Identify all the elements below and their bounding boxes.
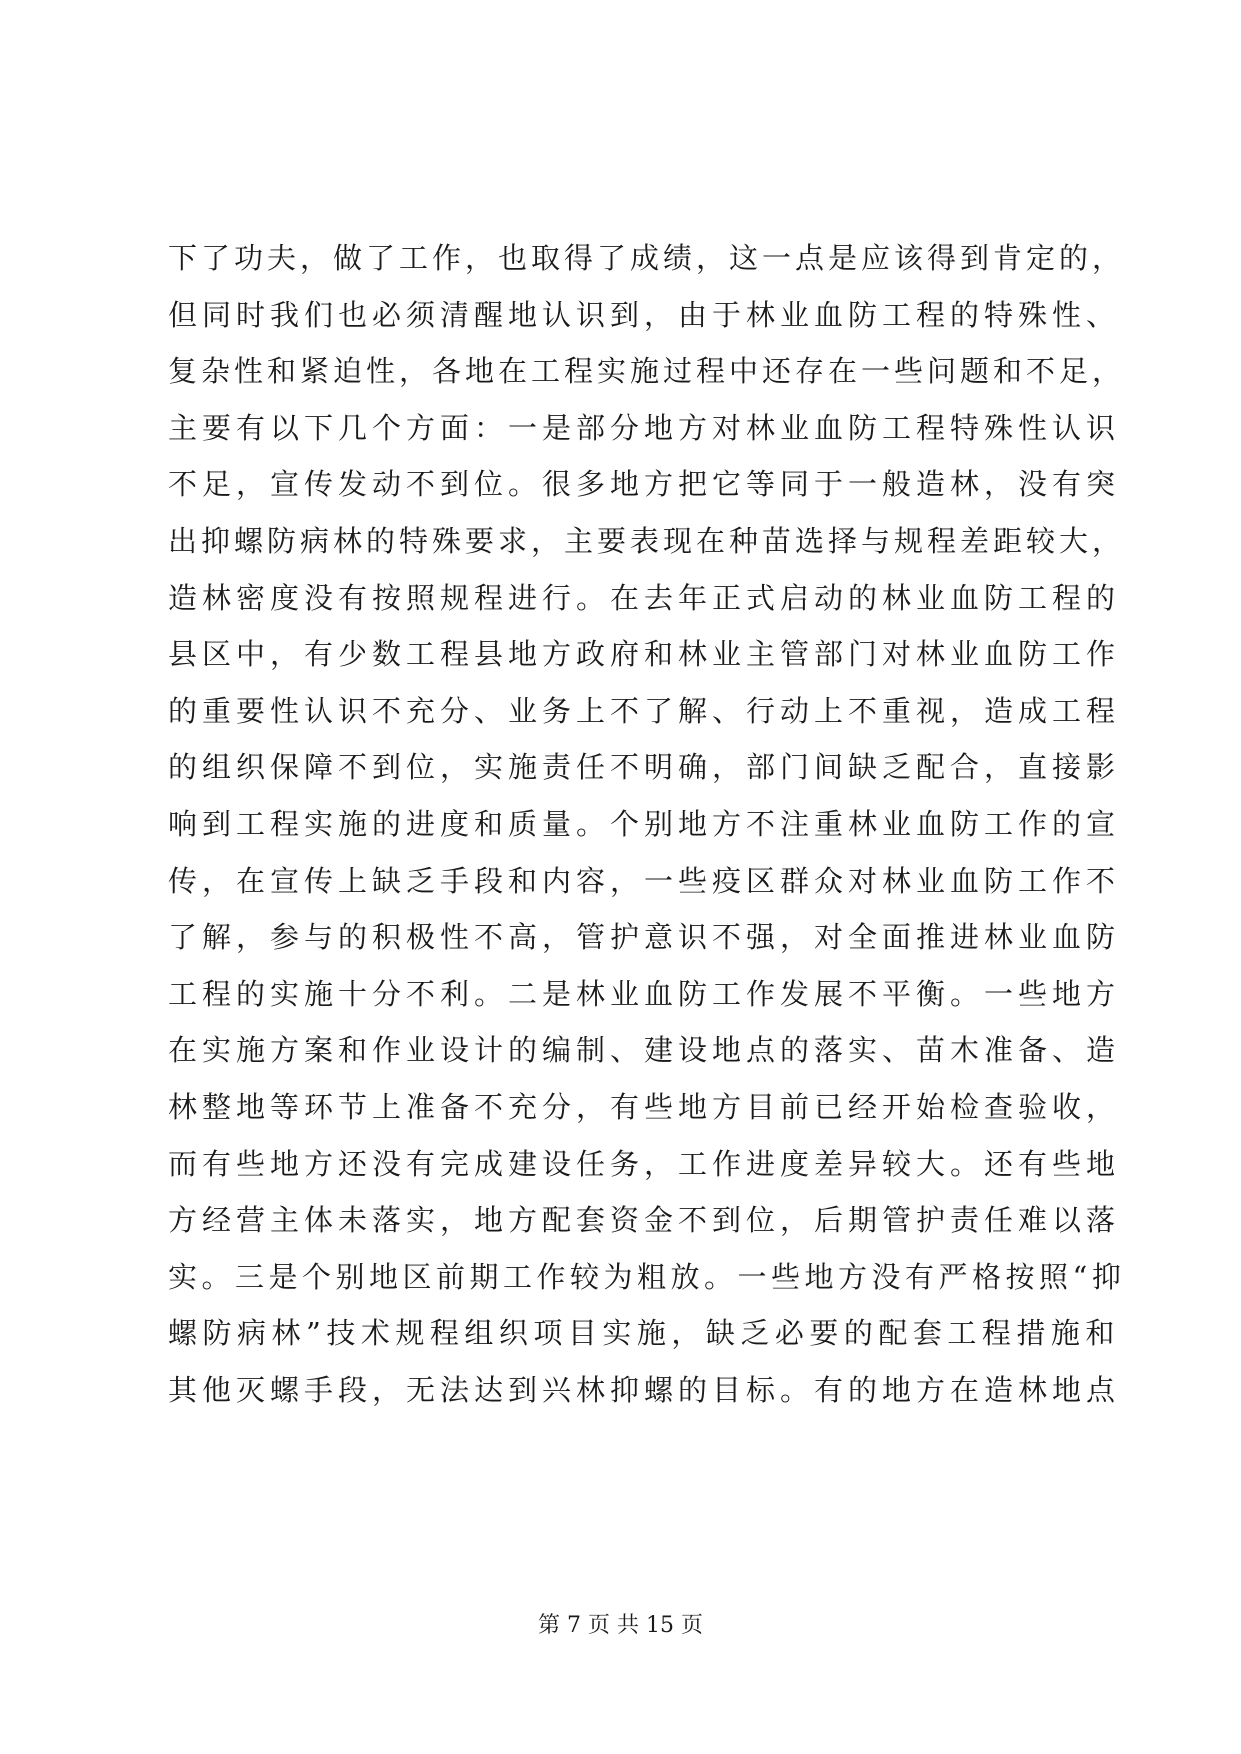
text-line: 但同时我们也必须清醒地认识到，由于林业血防工程的特殊性、 bbox=[168, 297, 1121, 332]
text-line: 在实施方案和作业设计的编制、建设地点的落实、苗木准备、造 bbox=[168, 1033, 1121, 1068]
text-line: 复杂性和紧迫性，各地在工程实施过程中还存在一些问题和不足， bbox=[168, 354, 1126, 389]
text-line: 而有些地方还没有完成建设任务，工作进度差异较大。还有些地 bbox=[168, 1146, 1121, 1181]
text-line: 主要有以下几个方面：一是部分地方对林业血防工程特殊性认识 bbox=[168, 410, 1121, 445]
text-line: 的组织保障不到位，实施责任不明确，部门间缺乏配合，直接影 bbox=[168, 750, 1121, 785]
text-line: 螺防病林”技术规程组织项目实施，缺乏必要的配套工程措施和 bbox=[168, 1316, 1120, 1351]
text-line: 其他灭螺手段，无法达到兴林抑螺的目标。有的地方在造林地点 bbox=[168, 1372, 1121, 1407]
text-line: 实。三是个别地区前期工作较为粗放。一些地方没有严格按照“抑 bbox=[168, 1259, 1126, 1294]
text-line: 了解，参与的积极性不高，管护意识不强，对全面推进林业血防 bbox=[168, 920, 1121, 955]
text-line: 下了功夫，做了工作，也取得了成绩，这一点是应该得到肯定的， bbox=[168, 241, 1126, 275]
text-line: 响到工程实施的进度和质量。个别地方不注重林业血防工作的宣 bbox=[168, 806, 1121, 841]
text-line: 工程的实施十分不利。二是林业血防工作发展不平衡。一些地方 bbox=[168, 976, 1121, 1011]
text-line: 传，在宣传上缺乏手段和内容，一些疫区群众对林业血防工作不 bbox=[168, 863, 1121, 898]
text-line: 县区中，有少数工程县地方政府和林业主管部门对林业血防工作 bbox=[168, 637, 1121, 672]
body-text bbox=[168, 230, 1128, 1418]
text-line: 不足，宣传发动不到位。很多地方把它等同于一般造林，没有突 bbox=[168, 467, 1121, 502]
text-line: 林整地等环节上准备不充分，有些地方目前已经开始检查验收， bbox=[168, 1089, 1121, 1124]
text-line: 的重要性认识不充分、业务上不了解、行动上不重视，造成工程 bbox=[168, 693, 1121, 728]
page-number: 第 7 页 共 15 页 bbox=[538, 1613, 703, 1638]
text-line: 造林密度没有按照规程进行。在去年正式启动的林业血防工程的 bbox=[168, 580, 1121, 615]
text-line: 方经营主体未落实，地方配套资金不到位，后期管护责任难以落 bbox=[168, 1203, 1121, 1238]
text-line: 出抑螺防病林的特殊要求，主要表现在种苗选择与规程差距较大， bbox=[168, 523, 1126, 558]
